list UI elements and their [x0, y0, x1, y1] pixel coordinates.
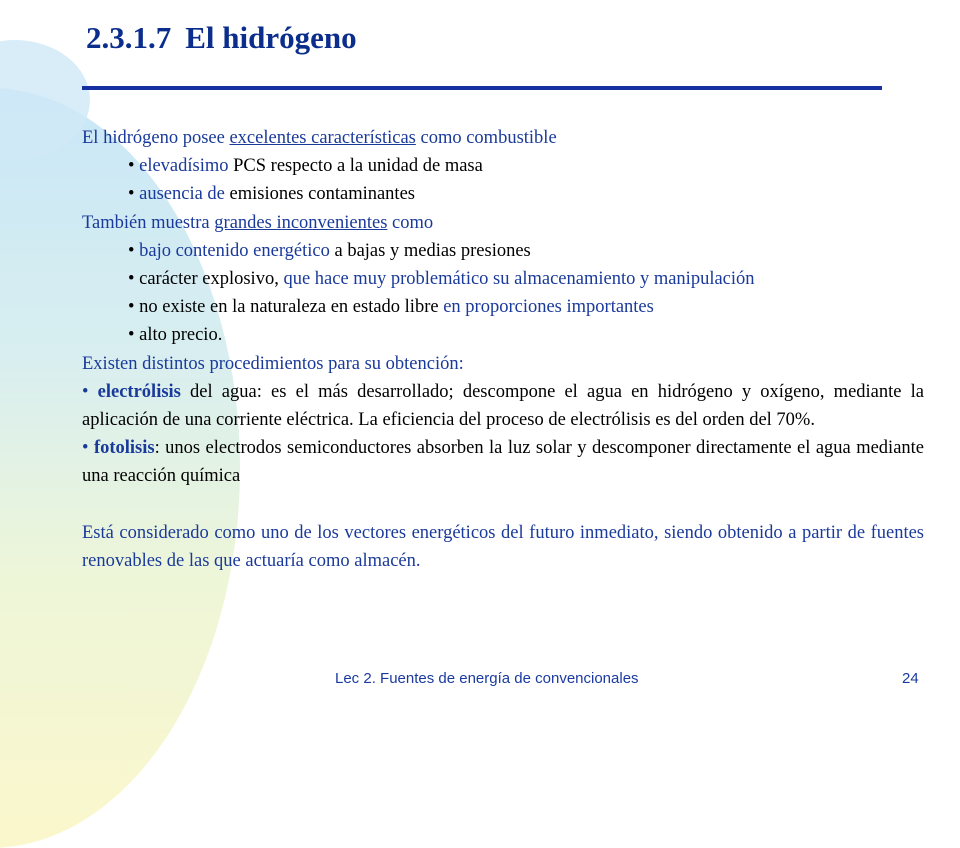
slide-title [86, 20, 357, 56]
bullet-item: • carácter explosivo, que hace muy problemático su almacenamiento y manipulación [128, 269, 755, 290]
title-underline [82, 86, 882, 90]
procedure-photolysis: • fotolisis: unos electrodos semiconductores absorben la luz solar y descomponer directamente el agua mediante una reacción química [82, 438, 925, 487]
bullet: • [128, 184, 135, 205]
footer-title: Lec 2. Fuentes de energía de convencionales [335, 670, 639, 687]
bullet: • [128, 240, 135, 261]
bullet-item: • ausencia de emisiones contaminantes [128, 184, 415, 205]
bullet: • [82, 438, 89, 459]
spacer [82, 491, 924, 519]
bullet-item: • elevadísimo PCS respecto a la unidad de masa [128, 156, 483, 177]
bullet-item: • alto precio. [128, 325, 223, 346]
procedures-heading: Existen distintos procedimientos para su obtención: [82, 353, 464, 374]
intro-paragraph: El hidrógeno posee excelentes características como combustible [82, 128, 557, 148]
bullet-item: • no existe en la naturaleza en estado libre en proporciones importantes [128, 297, 654, 318]
drawbacks-paragraph: También muestra grandes inconvenientes como [82, 212, 434, 233]
section-number: 2.3.1.7 [86, 20, 172, 55]
procedure-electrolysis: • electrólisis del agua: es el más desarrollado; descompone el agua en hidrógeno y oxígeno, mediante la aplicación de una corriente eléctrica. La eficiencia del proceso de electrólisis es del orden del 70%. [82, 381, 924, 431]
term-fotolisis: fotolisis [93, 438, 155, 459]
slide-body [82, 124, 924, 575]
bullet: • [128, 325, 135, 346]
term-electrolisis: electrólisis [97, 381, 181, 402]
bullet: • [128, 297, 135, 318]
bullet-item: • bajo contenido energético a bajas y medias presiones [128, 240, 531, 261]
bullet: • [82, 381, 89, 402]
underlined-phrase: excelentes características [229, 128, 416, 148]
page-number: 24 [902, 670, 919, 687]
bullet: • [128, 156, 135, 177]
closing-paragraph: Está considerado como uno de los vectores energéticos del futuro inmediato, siendo obtenido a partir de fuentes renovables de las que actuaría como almacén. [82, 522, 924, 571]
section-title: El hidrógeno [185, 20, 357, 55]
bullet: • [128, 269, 135, 290]
underlined-phrase: grandes inconvenientes [214, 212, 388, 233]
